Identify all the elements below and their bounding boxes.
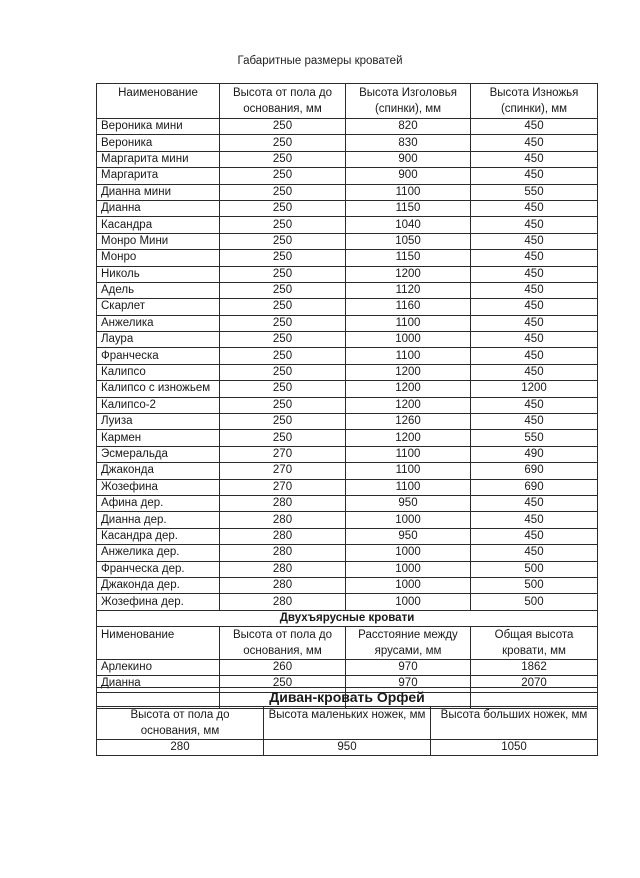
cell-base-height: 280 [220,561,346,577]
bunk-cell-tier-distance: 970 [346,676,471,692]
sofa-section-title: Диван-кровать Орфей [97,688,598,707]
bunk-section-title-row [97,610,598,626]
sofa-header-large-legs: Высота больших ножек, мм [431,707,598,740]
cell-headboard-height: 1000 [346,332,471,348]
sofa-base-height-value: 280 [97,740,264,756]
cell-headboard-height: 1000 [346,561,471,577]
cell-footboard-height: 450 [471,250,598,266]
sofa-section-title-row [97,688,598,707]
table-row [97,119,598,135]
cell-base-height: 250 [220,233,346,249]
cell-footboard-height: 500 [471,577,598,593]
cell-footboard-height: 450 [471,364,598,380]
cell-name: Касандра дер. [97,528,220,544]
cell-footboard-height: 450 [471,266,598,282]
cell-footboard-height: 450 [471,233,598,249]
cell-base-height: 270 [220,446,346,462]
cell-footboard-height: 500 [471,561,598,577]
cell-footboard-height: 690 [471,479,598,495]
cell-headboard-height: 1040 [346,217,471,233]
bunk-header-tier-distance: Расстояние между ярусами, мм [346,626,471,659]
sofa-header-base-height: Высота от пола до основания, мм [97,707,264,740]
cell-base-height: 280 [220,495,346,511]
cell-headboard-height: 1100 [346,463,471,479]
cell-footboard-height: 450 [471,545,598,561]
table-row [97,282,598,298]
cell-base-height: 250 [220,266,346,282]
cell-footboard-height: 450 [471,119,598,135]
cell-name: Николь [97,266,220,282]
cell-base-height: 280 [220,528,346,544]
cell-footboard-height: 450 [471,332,598,348]
cell-base-height: 270 [220,479,346,495]
bunk-cell-total-height: 2070 [471,676,598,692]
cell-name: Вероника мини [97,119,220,135]
cell-base-height: 250 [220,397,346,413]
cell-headboard-height: 830 [346,135,471,151]
cell-base-height: 250 [220,414,346,430]
cell-headboard-height: 1100 [346,315,471,331]
table-row [97,545,598,561]
bunk-cell-base-height: 250 [220,676,346,692]
bunk-header-row [97,626,598,659]
cell-name: Монро Мини [97,233,220,249]
cell-headboard-height: 1100 [346,348,471,364]
cell-base-height: 280 [220,577,346,593]
bunk-row [97,659,598,675]
sofa-values-row [97,740,598,756]
cell-name: Вероника [97,135,220,151]
cell-base-height: 250 [220,151,346,167]
cell-name: Касандра [97,217,220,233]
cell-headboard-height: 1100 [346,446,471,462]
cell-footboard-height: 450 [471,512,598,528]
cell-name: Дианна дер. [97,512,220,528]
cell-headboard-height: 1260 [346,414,471,430]
table-row [97,135,598,151]
cell-name: Калипсо [97,364,220,380]
bunk-header-name: Нименование [97,626,220,659]
table-row [97,512,598,528]
cell-headboard-height: 1050 [346,233,471,249]
table-row [97,414,598,430]
cell-name: Калипсо с изножьем [97,381,220,397]
bunk-cell-total-height: 1862 [471,659,598,675]
bunk-cell-name: Дианна [97,676,220,692]
cell-footboard-height: 550 [471,430,598,446]
table-row [97,463,598,479]
cell-footboard-height: 450 [471,528,598,544]
cell-footboard-height: 450 [471,200,598,216]
cell-base-height: 280 [220,545,346,561]
cell-footboard-height: 450 [471,168,598,184]
cell-footboard-height: 490 [471,446,598,462]
cell-headboard-height: 900 [346,151,471,167]
table-row [97,151,598,167]
cell-footboard-height: 450 [471,282,598,298]
bunk-header-total-height: Общая высота кровати, мм [471,626,598,659]
cell-headboard-height: 1000 [346,594,471,610]
cell-name: Джаконда дер. [97,577,220,593]
cell-headboard-height: 1000 [346,512,471,528]
table-row [97,184,598,200]
cell-base-height: 250 [220,217,346,233]
bunk-cell-name: Арлекино [97,659,220,675]
cell-headboard-height: 1200 [346,364,471,380]
cell-headboard-height: 1120 [346,282,471,298]
cell-name: Лаура [97,332,220,348]
header-footboard-height: Высота Изножья (спинки), мм [471,84,598,119]
cell-name: Франческа дер. [97,561,220,577]
table-row [97,561,598,577]
table-row [97,168,598,184]
cell-name: Эсмеральда [97,446,220,462]
cell-headboard-height: 1200 [346,381,471,397]
cell-footboard-height: 450 [471,217,598,233]
table-row [97,332,598,348]
cell-name: Афина дер. [97,495,220,511]
cell-headboard-height: 1000 [346,577,471,593]
sofa-header-small-legs: Высота маленьких ножек, мм [264,707,431,740]
cell-footboard-height: 500 [471,594,598,610]
cell-name: Жозефина дер. [97,594,220,610]
cell-base-height: 250 [220,430,346,446]
cell-name: Анжелика дер. [97,545,220,561]
cell-base-height: 280 [220,594,346,610]
bunk-cell-tier-distance: 970 [346,659,471,675]
cell-base-height: 250 [220,315,346,331]
table-row [97,528,598,544]
cell-footboard-height: 450 [471,414,598,430]
table-row [97,594,598,610]
table-row [97,430,598,446]
table-row [97,577,598,593]
bunk-cell-base-height: 260 [220,659,346,675]
sofa-bed-table [96,687,598,756]
cell-base-height: 250 [220,184,346,200]
table-row [97,446,598,462]
table-header-row [97,84,598,119]
bed-dimensions-table [96,83,598,709]
cell-base-height: 250 [220,135,346,151]
bunk-section-title: Двухъярусные кровати [97,610,598,626]
cell-base-height: 250 [220,119,346,135]
cell-name: Дианна мини [97,184,220,200]
cell-headboard-height: 900 [346,168,471,184]
cell-headboard-height: 1000 [346,545,471,561]
cell-footboard-height: 450 [471,151,598,167]
cell-base-height: 250 [220,364,346,380]
cell-name: Жозефина [97,479,220,495]
cell-footboard-height: 450 [471,348,598,364]
cell-headboard-height: 1200 [346,266,471,282]
cell-headboard-height: 950 [346,495,471,511]
cell-headboard-height: 1150 [346,250,471,266]
cell-headboard-height: 820 [346,119,471,135]
table-row [97,217,598,233]
cell-base-height: 250 [220,250,346,266]
cell-base-height: 250 [220,348,346,364]
cell-base-height: 270 [220,463,346,479]
cell-base-height: 250 [220,200,346,216]
cell-headboard-height: 1100 [346,479,471,495]
cell-base-height: 250 [220,168,346,184]
table-row [97,315,598,331]
cell-footboard-height: 690 [471,463,598,479]
cell-footboard-height: 1200 [471,381,598,397]
table-row [97,233,598,249]
cell-name: Дианна [97,200,220,216]
cell-headboard-height: 1200 [346,430,471,446]
table-row [97,299,598,315]
cell-headboard-height: 1200 [346,397,471,413]
table-row [97,381,598,397]
cell-name: Луиза [97,414,220,430]
header-headboard-height: Высота Изголовья (спинки), мм [346,84,471,119]
cell-name: Франческа [97,348,220,364]
sofa-large-legs-value: 1050 [431,740,598,756]
cell-headboard-height: 950 [346,528,471,544]
table-row [97,266,598,282]
header-base-height: Высота от пола до основания, мм [220,84,346,119]
table-row [97,397,598,413]
cell-base-height: 250 [220,299,346,315]
sofa-header-row [97,707,598,740]
table-row [97,200,598,216]
table-row [97,250,598,266]
cell-name: Маргарита мини [97,151,220,167]
cell-name: Калипсо-2 [97,397,220,413]
cell-headboard-height: 1150 [346,200,471,216]
cell-footboard-height: 450 [471,299,598,315]
header-name: Наименование [97,84,220,119]
cell-base-height: 250 [220,282,346,298]
table-row [97,364,598,380]
cell-footboard-height: 450 [471,397,598,413]
table-row [97,348,598,364]
cell-name: Анжелика [97,315,220,331]
cell-name: Кармен [97,430,220,446]
cell-footboard-height: 450 [471,315,598,331]
cell-headboard-height: 1160 [346,299,471,315]
cell-name: Джаконда [97,463,220,479]
cell-footboard-height: 450 [471,135,598,151]
page-title: Габаритные размеры кроватей [237,55,403,67]
bunk-header-base-height: Высота от пола до основания, мм [220,626,346,659]
cell-footboard-height: 550 [471,184,598,200]
cell-base-height: 280 [220,512,346,528]
cell-name: Маргарита [97,168,220,184]
cell-base-height: 250 [220,332,346,348]
cell-name: Скарлет [97,299,220,315]
cell-footboard-height: 450 [471,495,598,511]
table-row [97,479,598,495]
table-row [97,495,598,511]
sofa-small-legs-value: 950 [264,740,431,756]
cell-name: Адель [97,282,220,298]
cell-base-height: 250 [220,381,346,397]
cell-headboard-height: 1100 [346,184,471,200]
cell-name: Монро [97,250,220,266]
